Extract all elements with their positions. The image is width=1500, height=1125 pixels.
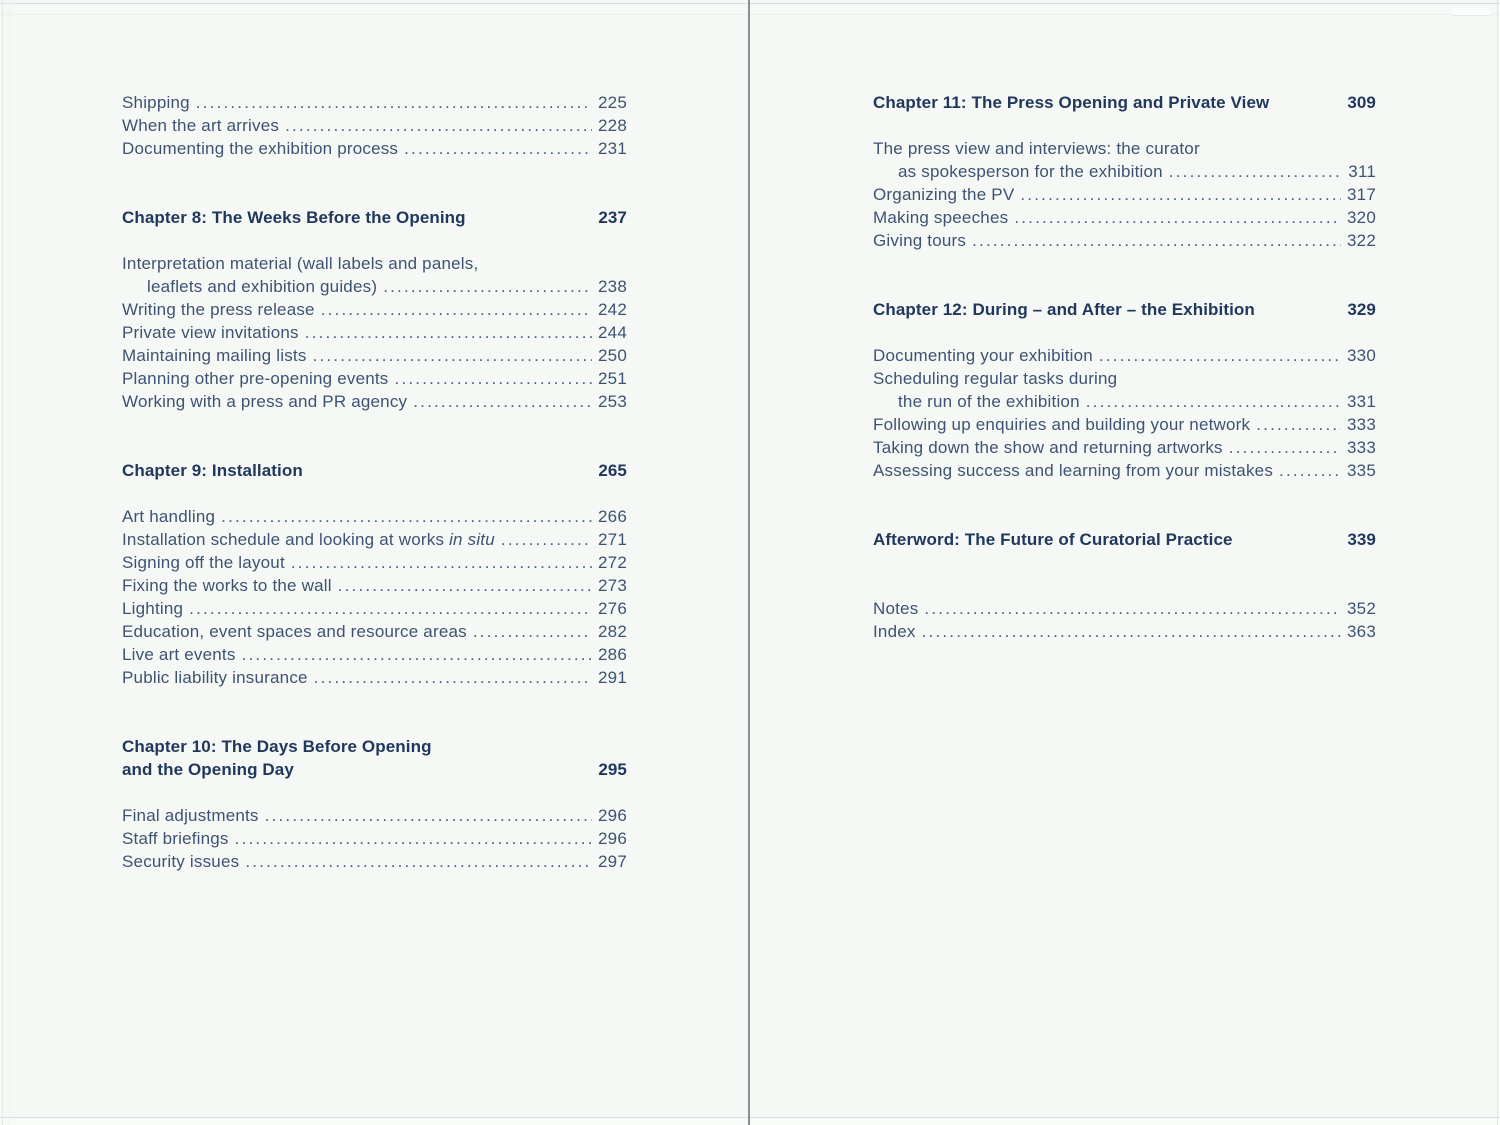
chapter-heading-row bbox=[122, 459, 627, 482]
toc-entry-row bbox=[122, 367, 627, 390]
toc-entry bbox=[122, 804, 627, 827]
page-corner-notch bbox=[1452, 8, 1490, 16]
toc-entry-group bbox=[873, 344, 1376, 482]
toc-entry-label bbox=[122, 344, 307, 367]
toc-entry-label bbox=[122, 551, 285, 574]
toc-entry-text: Writing the press release bbox=[122, 300, 315, 319]
toc-entry-row bbox=[122, 666, 627, 689]
leader-dots bbox=[189, 597, 592, 620]
toc-entry-row bbox=[873, 597, 1376, 620]
toc-entry-label bbox=[873, 137, 1200, 160]
toc-entry-row bbox=[122, 114, 627, 137]
toc-entry-text: Working with a press and PR agency bbox=[122, 392, 408, 411]
page-edge-right bbox=[1497, 0, 1498, 1125]
page-number: 266 bbox=[598, 507, 627, 526]
toc-entry-row bbox=[122, 91, 627, 114]
toc-entry-row bbox=[873, 459, 1376, 482]
toc-entry bbox=[122, 114, 627, 137]
page-edge-top-faint bbox=[0, 14, 1500, 15]
toc-entry-text: as spokesperson for the exhibition bbox=[898, 162, 1163, 181]
page-edge-left-faint bbox=[9, 0, 10, 1125]
page-number: 333 bbox=[1347, 438, 1376, 457]
page-number: 276 bbox=[598, 599, 627, 618]
toc-entry bbox=[873, 413, 1376, 436]
page-number: 282 bbox=[598, 622, 627, 641]
toc-entry-group bbox=[122, 252, 627, 413]
toc-entry bbox=[122, 574, 627, 597]
toc-entry-label bbox=[122, 850, 239, 873]
toc-entry bbox=[122, 643, 627, 666]
toc-entry-group bbox=[873, 137, 1376, 252]
page-number: 253 bbox=[598, 392, 627, 411]
toc-entry-text: Planning other pre-opening events bbox=[122, 369, 389, 388]
toc-entry bbox=[873, 206, 1376, 229]
toc-entry-label bbox=[122, 827, 229, 850]
chapter-heading-row bbox=[122, 758, 627, 781]
toc-entry-text: Interpretation material (wall labels and panels, bbox=[122, 254, 479, 273]
toc-entry-group bbox=[873, 597, 1376, 643]
toc-entry-label bbox=[873, 620, 916, 643]
toc-entry-text: Making speeches bbox=[873, 208, 1009, 227]
page-number: 296 bbox=[598, 806, 627, 825]
toc-entry-row bbox=[873, 413, 1376, 436]
leader-dots bbox=[305, 321, 592, 344]
leader-dots bbox=[1099, 344, 1341, 367]
leader-dots bbox=[501, 528, 592, 551]
leader-dots bbox=[1229, 436, 1341, 459]
leader-dots bbox=[321, 298, 592, 321]
toc-entry-row bbox=[122, 505, 627, 528]
toc-entry-italic-text: in situ bbox=[449, 530, 495, 549]
chapter-title: Chapter 10: The Days Before Opening bbox=[122, 737, 432, 756]
page-number: 311 bbox=[1348, 162, 1376, 181]
chapter-heading-row bbox=[122, 206, 627, 229]
toc-entry bbox=[122, 597, 627, 620]
leader-dots bbox=[235, 827, 592, 850]
toc-entry-row bbox=[122, 850, 627, 873]
page-number: 231 bbox=[598, 139, 627, 158]
toc-entry bbox=[122, 666, 627, 689]
toc-entry-text: Signing off the layout bbox=[122, 553, 285, 572]
toc-entry-label bbox=[122, 390, 407, 413]
toc-entry-label bbox=[873, 206, 1008, 229]
toc-entry-text: the run of the exhibition bbox=[898, 392, 1080, 411]
leader-dots bbox=[1020, 183, 1341, 206]
chapter-heading-row bbox=[873, 528, 1376, 551]
toc-entry-label bbox=[122, 643, 236, 666]
toc-entry-text: Fixing the works to the wall bbox=[122, 576, 332, 595]
page-number: 352 bbox=[1347, 599, 1376, 618]
toc-entry-label bbox=[122, 597, 183, 620]
leader-dots bbox=[314, 666, 592, 689]
leader-dots bbox=[404, 137, 592, 160]
toc-entry-label bbox=[122, 298, 315, 321]
page-edge-top bbox=[0, 3, 1500, 4]
page-edge-bottom-strip bbox=[0, 1118, 1500, 1125]
page-number: 331 bbox=[1347, 392, 1376, 411]
page-number: 363 bbox=[1347, 622, 1376, 641]
leader-dots bbox=[313, 344, 593, 367]
page-number: 242 bbox=[598, 300, 627, 319]
toc-entry-label bbox=[873, 597, 918, 620]
page-number: 238 bbox=[598, 277, 627, 296]
toc-entry-label bbox=[122, 275, 377, 298]
toc-entry-text: Education, event spaces and resource areas bbox=[122, 622, 467, 641]
chapter-heading bbox=[122, 459, 627, 482]
toc-entry-row bbox=[873, 137, 1376, 160]
leader-dots bbox=[395, 367, 593, 390]
toc-entry-text: Documenting your exhibition bbox=[873, 346, 1093, 365]
toc-entry bbox=[873, 597, 1376, 620]
toc-entry-text: Taking down the show and returning artworks bbox=[873, 438, 1223, 457]
toc-entry-text: Assessing success and learning from your mistakes bbox=[873, 461, 1274, 480]
page-number: 244 bbox=[598, 323, 627, 342]
chapter-page-number: 309 bbox=[1347, 93, 1376, 112]
toc-entry bbox=[122, 298, 627, 321]
toc-entry-text: Art handling bbox=[122, 507, 216, 526]
toc-entry-row bbox=[122, 597, 627, 620]
toc-entry-label bbox=[122, 91, 190, 114]
toc-entry-text: Public liability insurance bbox=[122, 668, 308, 687]
toc-entry bbox=[122, 321, 627, 344]
leader-dots bbox=[1169, 160, 1343, 183]
toc-entry bbox=[873, 459, 1376, 482]
toc-entry bbox=[873, 436, 1376, 459]
leader-dots bbox=[245, 850, 592, 873]
leader-dots bbox=[242, 643, 592, 666]
page-number: 272 bbox=[598, 553, 627, 572]
toc-entry-row bbox=[122, 528, 627, 551]
toc-entry-text: When the art arrives bbox=[122, 116, 280, 135]
toc-entry bbox=[122, 505, 627, 528]
page-number: 225 bbox=[598, 93, 627, 112]
toc-page-left bbox=[122, 91, 627, 873]
leader-dots bbox=[265, 804, 592, 827]
page-number: 320 bbox=[1347, 208, 1376, 227]
toc-entry-label bbox=[122, 804, 259, 827]
leader-dots bbox=[922, 620, 1341, 643]
page-gutter-divider bbox=[748, 0, 750, 1125]
toc-entry-text: Installation schedule and looking at works bbox=[122, 530, 450, 549]
toc-entry bbox=[873, 137, 1376, 183]
leader-dots bbox=[291, 551, 592, 574]
toc-entry-row bbox=[873, 390, 1376, 413]
page-number: 296 bbox=[598, 829, 627, 848]
chapter-heading-row bbox=[873, 91, 1376, 114]
page-number: 273 bbox=[598, 576, 627, 595]
toc-entry-group bbox=[122, 91, 627, 160]
toc-entry bbox=[122, 551, 627, 574]
toc-entry-text: Security issues bbox=[122, 852, 240, 871]
toc-entry-row bbox=[873, 367, 1376, 390]
chapter-title: Chapter 8: The Weeks Before the Opening bbox=[122, 208, 466, 227]
toc-entry-row bbox=[873, 620, 1376, 643]
leader-dots bbox=[413, 390, 592, 413]
chapter-page-number: 265 bbox=[598, 461, 627, 480]
chapter-title: Chapter 9: Installation bbox=[122, 461, 303, 480]
toc-entry-label bbox=[122, 666, 308, 689]
toc-entry-row bbox=[122, 390, 627, 413]
toc-entry-label bbox=[122, 528, 495, 551]
chapter-title: Chapter 11: The Press Opening and Private View bbox=[873, 93, 1270, 112]
toc-entry-row bbox=[873, 436, 1376, 459]
page-number: 322 bbox=[1347, 231, 1376, 250]
toc-entry-text: Private view invitations bbox=[122, 323, 299, 342]
toc-entry-row bbox=[122, 298, 627, 321]
toc-entry-row bbox=[122, 620, 627, 643]
toc-entry-label bbox=[122, 620, 467, 643]
toc-entry-label bbox=[873, 160, 1163, 183]
toc-entry-text: Live art events bbox=[122, 645, 236, 664]
toc-entry-row bbox=[122, 827, 627, 850]
toc-entry-text: Index bbox=[873, 622, 916, 641]
toc-entry-text: Shipping bbox=[122, 93, 190, 112]
leader-dots bbox=[196, 91, 592, 114]
page-number: 335 bbox=[1347, 461, 1376, 480]
toc-entry bbox=[873, 183, 1376, 206]
leader-dots bbox=[1086, 390, 1341, 413]
leader-dots bbox=[1279, 459, 1341, 482]
chapter-page-number: 295 bbox=[598, 760, 627, 779]
page-number: 297 bbox=[598, 852, 627, 871]
chapter-page-number: 329 bbox=[1347, 300, 1376, 319]
chapter-page-number: 237 bbox=[598, 208, 627, 227]
toc-entry bbox=[873, 344, 1376, 367]
toc-entry bbox=[873, 367, 1376, 413]
chapter-title: Chapter 12: During – and After – the Exhibition bbox=[873, 300, 1255, 319]
toc-entry-text: Organizing the PV bbox=[873, 185, 1015, 204]
page-number: 251 bbox=[598, 369, 627, 388]
toc-entry bbox=[122, 827, 627, 850]
leader-dots bbox=[1256, 413, 1341, 436]
leader-dots bbox=[383, 275, 592, 298]
toc-entry-text: Following up enquiries and building your network bbox=[873, 415, 1251, 434]
toc-entry bbox=[873, 229, 1376, 252]
toc-entry-row bbox=[873, 183, 1376, 206]
toc-entry-text: Staff briefings bbox=[122, 829, 229, 848]
toc-entry-row bbox=[122, 574, 627, 597]
toc-entry-row bbox=[122, 252, 627, 275]
page-number: 271 bbox=[598, 530, 627, 549]
toc-entry bbox=[122, 367, 627, 390]
toc-entry-label bbox=[873, 344, 1093, 367]
leader-dots bbox=[972, 229, 1341, 252]
leader-dots bbox=[285, 114, 592, 137]
toc-entry-text: Giving tours bbox=[873, 231, 967, 250]
page-number: 291 bbox=[598, 668, 627, 687]
toc-entry-row bbox=[122, 321, 627, 344]
toc-entry bbox=[122, 620, 627, 643]
toc-entry-label bbox=[873, 183, 1014, 206]
toc-entry bbox=[122, 344, 627, 367]
toc-entry-text: Scheduling regular tasks during bbox=[873, 369, 1118, 388]
page-edge-bottom bbox=[0, 1117, 1500, 1118]
chapter-heading-row bbox=[122, 735, 627, 758]
chapter-heading bbox=[873, 91, 1376, 114]
toc-entry-group bbox=[122, 804, 627, 873]
toc-entry-text: Final adjustments bbox=[122, 806, 259, 825]
toc-entry-label bbox=[873, 367, 1117, 390]
toc-entry-row bbox=[873, 160, 1376, 183]
toc-entry-label bbox=[873, 459, 1273, 482]
toc-entry-text: Documenting the exhibition process bbox=[122, 139, 399, 158]
leader-dots bbox=[473, 620, 592, 643]
leader-dots bbox=[1014, 206, 1341, 229]
chapter-title: and the Opening Day bbox=[122, 760, 294, 779]
page-number: 330 bbox=[1347, 346, 1376, 365]
toc-page-right bbox=[873, 91, 1376, 643]
toc-entry-row bbox=[122, 275, 627, 298]
toc-entry-row bbox=[122, 643, 627, 666]
toc-entry-label bbox=[873, 390, 1080, 413]
toc-entry bbox=[122, 137, 627, 160]
toc-entry-label bbox=[873, 436, 1223, 459]
page-number: 228 bbox=[598, 116, 627, 135]
chapter-heading bbox=[122, 206, 627, 229]
toc-entry bbox=[122, 850, 627, 873]
toc-entry-row bbox=[873, 206, 1376, 229]
toc-entry-label bbox=[122, 574, 332, 597]
toc-entry-text: leaflets and exhibition guides) bbox=[147, 277, 378, 296]
page-number: 286 bbox=[598, 645, 627, 664]
toc-entry-text: Lighting bbox=[122, 599, 184, 618]
toc-entry-row bbox=[122, 804, 627, 827]
toc-entry bbox=[873, 620, 1376, 643]
page-edge-left bbox=[2, 0, 3, 1125]
leader-dots bbox=[338, 574, 592, 597]
page-number: 333 bbox=[1347, 415, 1376, 434]
toc-entry-group bbox=[122, 505, 627, 689]
toc-entry bbox=[122, 252, 627, 298]
toc-entry-label bbox=[122, 367, 389, 390]
chapter-page-number: 339 bbox=[1347, 530, 1376, 549]
chapter-heading bbox=[873, 298, 1376, 321]
toc-entry bbox=[122, 91, 627, 114]
chapter-heading-row bbox=[873, 298, 1376, 321]
toc-entry-label bbox=[122, 252, 478, 275]
toc-entry-label bbox=[122, 137, 398, 160]
toc-entry-row bbox=[122, 344, 627, 367]
toc-entry-row bbox=[122, 137, 627, 160]
page-number: 317 bbox=[1347, 185, 1376, 204]
chapter-heading bbox=[873, 528, 1376, 551]
toc-entry bbox=[122, 390, 627, 413]
toc-entry-label bbox=[122, 505, 215, 528]
toc-entry-text: The press view and interviews: the curator bbox=[873, 139, 1200, 158]
toc-entry-text: Notes bbox=[873, 599, 919, 618]
toc-entry-label bbox=[873, 413, 1250, 436]
toc-entry-text: Maintaining mailing lists bbox=[122, 346, 307, 365]
toc-entry-label bbox=[873, 229, 966, 252]
chapter-heading bbox=[122, 735, 627, 781]
toc-entry-label bbox=[122, 114, 279, 137]
chapter-title: Afterword: The Future of Curatorial Practice bbox=[873, 530, 1233, 549]
toc-entry-row bbox=[873, 229, 1376, 252]
toc-entry-label bbox=[122, 321, 299, 344]
page-number: 250 bbox=[598, 346, 627, 365]
toc-entry-row bbox=[122, 551, 627, 574]
toc-entry bbox=[122, 528, 627, 551]
leader-dots bbox=[924, 597, 1341, 620]
leader-dots bbox=[221, 505, 592, 528]
toc-entry-row bbox=[873, 344, 1376, 367]
